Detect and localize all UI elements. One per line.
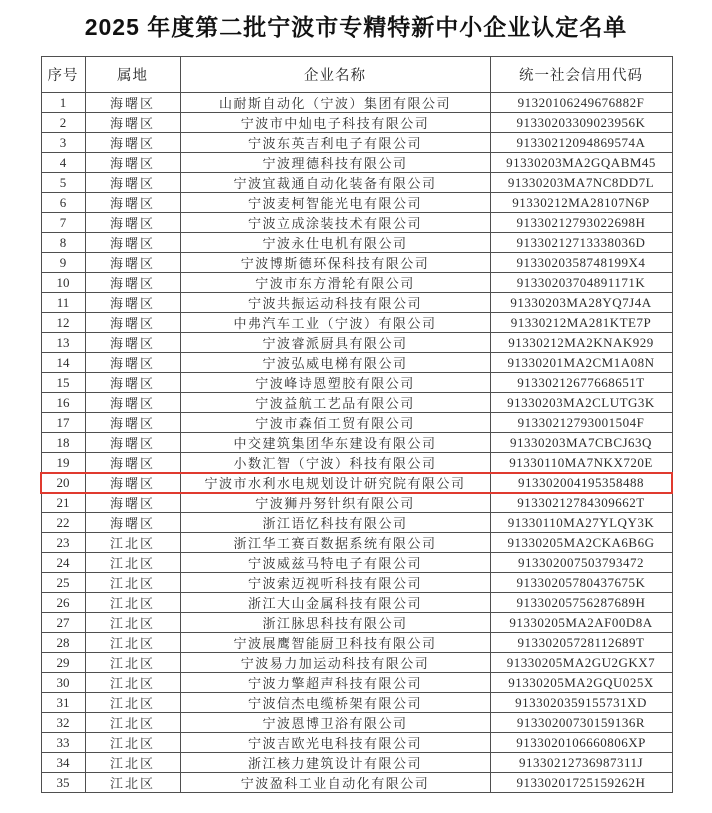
cell-company: 宁波市东方滑轮有限公司 — [180, 273, 490, 293]
table-row — [41, 373, 672, 393]
cell-company: 宁波博斯德环保科技有限公司 — [180, 253, 490, 273]
table-row — [41, 213, 672, 233]
cell-company: 浙江核力建筑设计有限公司 — [180, 753, 490, 773]
table-row — [41, 353, 672, 373]
table-row — [41, 393, 672, 413]
cell-serial: 8 — [41, 233, 85, 253]
cell-code: 91330212094869574A — [490, 133, 672, 153]
cell-code: 91330205MA2GQU025X — [490, 673, 672, 693]
table-row — [41, 513, 672, 533]
cell-district: 海曙区 — [85, 393, 180, 413]
table-row — [41, 633, 672, 653]
cell-company: 宁波恩博卫浴有限公司 — [180, 713, 490, 733]
cell-code: 91330203MA7CBCJ63Q — [490, 433, 672, 453]
cell-serial: 13 — [41, 333, 85, 353]
cell-code: 91330212677668651T — [490, 373, 672, 393]
cell-code: 91330110MA27YLQY3K — [490, 513, 672, 533]
cell-serial: 31 — [41, 693, 85, 713]
table-row — [41, 573, 672, 593]
cell-code: 91330212MA281KTE7P — [490, 313, 672, 333]
cell-district: 海曙区 — [85, 493, 180, 513]
cell-serial: 32 — [41, 713, 85, 733]
cell-company: 宁波立成涂装技术有限公司 — [180, 213, 490, 233]
cell-company: 浙江华工赛百数据系统有限公司 — [180, 533, 490, 553]
column-header-company: 企业名称 — [180, 57, 490, 93]
cell-district: 江北区 — [85, 673, 180, 693]
cell-serial: 11 — [41, 293, 85, 313]
cell-company: 宁波东英吉利电子有限公司 — [180, 133, 490, 153]
cell-serial: 3 — [41, 133, 85, 153]
cell-company: 宁波理德科技有限公司 — [180, 153, 490, 173]
cell-district: 海曙区 — [85, 273, 180, 293]
cell-district: 江北区 — [85, 693, 180, 713]
cell-serial: 21 — [41, 493, 85, 513]
cell-company: 宁波狮丹努针织有限公司 — [180, 493, 490, 513]
cell-serial: 9 — [41, 253, 85, 273]
table-row — [41, 313, 672, 333]
table-row — [41, 173, 672, 193]
table-row — [41, 433, 672, 453]
table-row-highlighted — [41, 473, 672, 493]
cell-district: 海曙区 — [85, 153, 180, 173]
cell-serial: 20 — [41, 473, 85, 493]
companies-table — [41, 56, 673, 793]
cell-serial: 22 — [41, 513, 85, 533]
table-header — [41, 57, 672, 93]
table-row — [41, 653, 672, 673]
cell-district: 海曙区 — [85, 353, 180, 373]
cell-serial: 25 — [41, 573, 85, 593]
cell-company: 中弗汽车工业（宁波）有限公司 — [180, 313, 490, 333]
cell-company: 宁波永仕电机有限公司 — [180, 233, 490, 253]
cell-company: 宁波索迈视听科技有限公司 — [180, 573, 490, 593]
column-header-district: 属地 — [85, 57, 180, 93]
cell-code: 91330205780437675K — [490, 573, 672, 593]
cell-serial: 24 — [41, 553, 85, 573]
cell-code: 91330200730159136R — [490, 713, 672, 733]
table-row — [41, 113, 672, 133]
cell-district: 江北区 — [85, 553, 180, 573]
table-row — [41, 233, 672, 253]
table-row — [41, 293, 672, 313]
cell-serial: 29 — [41, 653, 85, 673]
cell-company: 中交建筑集团华东建设有限公司 — [180, 433, 490, 453]
cell-district: 海曙区 — [85, 293, 180, 313]
column-header-serial: 序号 — [41, 57, 85, 93]
cell-code: 91330205MA2CKA6B6G — [490, 533, 672, 553]
cell-code: 9133020358748199X4 — [490, 253, 672, 273]
table-row — [41, 493, 672, 513]
cell-serial: 30 — [41, 673, 85, 693]
table-row — [41, 333, 672, 353]
table-row — [41, 773, 672, 793]
cell-company: 宁波盈科工业自动化有限公司 — [180, 773, 490, 793]
cell-code: 913302007503793472 — [490, 553, 672, 573]
table-body — [41, 93, 672, 793]
cell-company: 宁波威兹马特电子有限公司 — [180, 553, 490, 573]
cell-serial: 6 — [41, 193, 85, 213]
page-title: 2025 年度第二批宁波市专精特新中小企业认定名单 — [84, 14, 628, 40]
cell-company: 浙江脉思科技有限公司 — [180, 613, 490, 633]
cell-serial: 10 — [41, 273, 85, 293]
cell-code: 91330205728112689T — [490, 633, 672, 653]
cell-company: 宁波益航工艺品有限公司 — [180, 393, 490, 413]
cell-code: 91330201725159262H — [490, 773, 672, 793]
column-header-code: 统一社会信用代码 — [490, 57, 672, 93]
cell-district: 海曙区 — [85, 173, 180, 193]
cell-serial: 28 — [41, 633, 85, 653]
cell-district: 海曙区 — [85, 133, 180, 153]
cell-district: 江北区 — [85, 633, 180, 653]
cell-district: 海曙区 — [85, 213, 180, 233]
cell-district: 海曙区 — [85, 513, 180, 533]
cell-district: 海曙区 — [85, 253, 180, 273]
cell-district: 海曙区 — [85, 233, 180, 253]
cell-district: 海曙区 — [85, 113, 180, 133]
table-row — [41, 93, 672, 113]
cell-company: 宁波市中灿电子科技有限公司 — [180, 113, 490, 133]
cell-serial: 5 — [41, 173, 85, 193]
cell-serial: 12 — [41, 313, 85, 333]
cell-serial: 14 — [41, 353, 85, 373]
table-row — [41, 273, 672, 293]
cell-code: 91330212MA2KNAK929 — [490, 333, 672, 353]
cell-company: 浙江语忆科技有限公司 — [180, 513, 490, 533]
cell-code: 91330203704891171K — [490, 273, 672, 293]
cell-code: 91330212736987311J — [490, 753, 672, 773]
table-row — [41, 193, 672, 213]
table-row — [41, 153, 672, 173]
cell-district: 江北区 — [85, 593, 180, 613]
table-row — [41, 713, 672, 733]
cell-district: 江北区 — [85, 573, 180, 593]
cell-company: 宁波易力加运动科技有限公司 — [180, 653, 490, 673]
table-row — [41, 733, 672, 753]
cell-district: 江北区 — [85, 773, 180, 793]
table-row — [41, 533, 672, 553]
cell-district: 海曙区 — [85, 373, 180, 393]
companies-table-container — [41, 56, 672, 793]
cell-serial: 2 — [41, 113, 85, 133]
cell-serial: 26 — [41, 593, 85, 613]
cell-company: 宁波弘威电梯有限公司 — [180, 353, 490, 373]
cell-code: 9133020359155731XD — [490, 693, 672, 713]
cell-company: 宁波展鹰智能厨卫科技有限公司 — [180, 633, 490, 653]
cell-company: 宁波市森佰工贸有限公司 — [180, 413, 490, 433]
cell-serial: 18 — [41, 433, 85, 453]
cell-serial: 4 — [41, 153, 85, 173]
table-row — [41, 693, 672, 713]
cell-code: 91330212MA28107N6P — [490, 193, 672, 213]
cell-district: 江北区 — [85, 653, 180, 673]
cell-code: 91330212793022698H — [490, 213, 672, 233]
cell-code: 913302004195358488 — [490, 473, 672, 493]
cell-serial: 16 — [41, 393, 85, 413]
cell-company: 宁波吉欧光电科技有限公司 — [180, 733, 490, 753]
cell-code: 91330203MA2CLUTG3K — [490, 393, 672, 413]
cell-company: 宁波峰诗恩塑胶有限公司 — [180, 373, 490, 393]
cell-district: 海曙区 — [85, 333, 180, 353]
table-row — [41, 673, 672, 693]
cell-company: 小数汇智（宁波）科技有限公司 — [180, 453, 490, 473]
cell-district: 海曙区 — [85, 413, 180, 433]
cell-code: 91330203MA7NC8DD7L — [490, 173, 672, 193]
table-row — [41, 553, 672, 573]
cell-district: 海曙区 — [85, 473, 180, 493]
cell-district: 海曙区 — [85, 433, 180, 453]
cell-code: 91330212713338036D — [490, 233, 672, 253]
table-row — [41, 413, 672, 433]
table-row — [41, 453, 672, 473]
cell-district: 海曙区 — [85, 93, 180, 113]
cell-serial: 23 — [41, 533, 85, 553]
cell-code: 91330203MA28YQ7J4A — [490, 293, 672, 313]
cell-serial: 27 — [41, 613, 85, 633]
table-row — [41, 593, 672, 613]
cell-company: 宁波信杰电缆桥架有限公司 — [180, 693, 490, 713]
cell-code: 91330205756287689H — [490, 593, 672, 613]
cell-district: 江北区 — [85, 753, 180, 773]
table-row — [41, 253, 672, 273]
cell-district: 海曙区 — [85, 193, 180, 213]
cell-code: 91330205MA2GU2GKX7 — [490, 653, 672, 673]
cell-serial: 34 — [41, 753, 85, 773]
cell-district: 海曙区 — [85, 313, 180, 333]
cell-code: 91330203309023956K — [490, 113, 672, 133]
cell-company: 浙江大山金属科技有限公司 — [180, 593, 490, 613]
cell-district: 江北区 — [85, 533, 180, 553]
cell-code: 9133020106660806XP — [490, 733, 672, 753]
cell-company: 宁波麦柯智能光电有限公司 — [180, 193, 490, 213]
header-row — [41, 57, 672, 93]
cell-district: 江北区 — [85, 613, 180, 633]
cell-code: 91330201MA2CM1A08N — [490, 353, 672, 373]
cell-district: 海曙区 — [85, 453, 180, 473]
table-row — [41, 753, 672, 773]
cell-serial: 15 — [41, 373, 85, 393]
cell-code: 91320106249676882F — [490, 93, 672, 113]
cell-serial: 7 — [41, 213, 85, 233]
cell-serial: 1 — [41, 93, 85, 113]
cell-serial: 35 — [41, 773, 85, 793]
cell-district: 江北区 — [85, 713, 180, 733]
cell-company: 宁波力擎超声科技有限公司 — [180, 673, 490, 693]
cell-serial: 33 — [41, 733, 85, 753]
cell-company: 宁波睿派厨具有限公司 — [180, 333, 490, 353]
cell-company: 宁波市水利水电规划设计研究院有限公司 — [180, 473, 490, 493]
cell-code: 91330203MA2GQABM45 — [490, 153, 672, 173]
cell-district: 江北区 — [85, 733, 180, 753]
table-row — [41, 133, 672, 153]
cell-code: 91330110MA7NKX720E — [490, 453, 672, 473]
table-row — [41, 613, 672, 633]
cell-serial: 19 — [41, 453, 85, 473]
cell-company: 宁波宜裁通自动化装备有限公司 — [180, 173, 490, 193]
cell-company: 山耐斯自动化（宁波）集团有限公司 — [180, 93, 490, 113]
cell-company: 宁波共振运动科技有限公司 — [180, 293, 490, 313]
cell-code: 91330212793001504F — [490, 413, 672, 433]
cell-code: 91330212784309662T — [490, 493, 672, 513]
cell-serial: 17 — [41, 413, 85, 433]
cell-code: 91330205MA2AF00D8A — [490, 613, 672, 633]
